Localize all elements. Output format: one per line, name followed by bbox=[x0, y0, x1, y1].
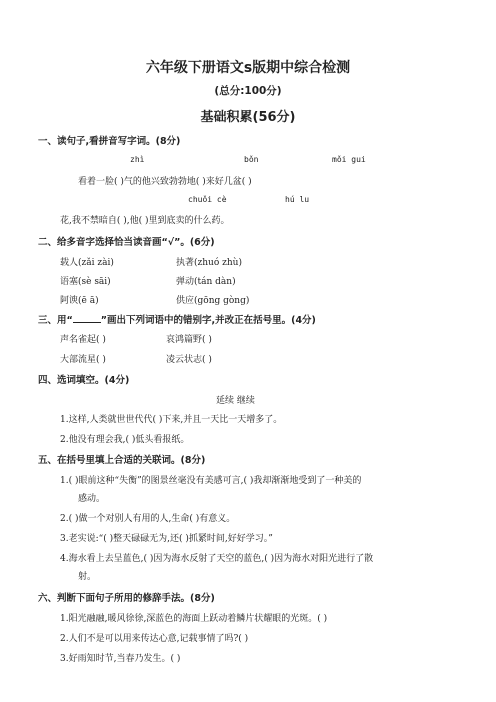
pinyin: hú lu bbox=[285, 195, 310, 204]
list-item: 2.人们不是可以用来传达心意,记载事情了吗?( ) bbox=[60, 634, 249, 644]
list-item: 2.他没有理会我,( )低头看报纸。 bbox=[60, 435, 190, 445]
sentence-line: 花,我不禁暗自( ),他( )里到底卖的什么药。 bbox=[60, 216, 230, 226]
pinyin: mǒi gui bbox=[332, 155, 366, 164]
list-item: 语塞(sè sāi) bbox=[60, 277, 111, 287]
list-item: 哀鸿篇野( ) bbox=[166, 335, 212, 345]
list-item: 3.好雨知时节,当春乃发生。( ) bbox=[60, 654, 181, 664]
list-item: 声名雀起( ) bbox=[60, 335, 106, 345]
section-5-heading: 五、在括号里填上合适的关联词。(8分) bbox=[38, 455, 206, 466]
page-title: 六年级下册语文s版期中综合检测 bbox=[145, 60, 351, 76]
list-item-continued: 射。 bbox=[78, 572, 97, 582]
part-title: 基础积累(56分) bbox=[200, 110, 296, 125]
heading-text: 三、用“ bbox=[38, 315, 73, 326]
section-3-heading bbox=[38, 312, 316, 326]
list-item: 1.这样,人类就世世代代( )下来,并且一天比一天增多了。 bbox=[60, 415, 283, 425]
section-6-heading: 六、判断下面句子所用的修辞手法。(8分) bbox=[38, 593, 215, 604]
list-item: 供应(gōng gòng) bbox=[176, 296, 250, 306]
list-item: 凌云状志( ) bbox=[166, 355, 212, 365]
list-item: 1.( )眼前这种“失衡”的图景丝毫没有美感可言,( )我却渐渐地受到了一种美的 bbox=[60, 476, 362, 486]
list-item: 3.老实说:“( )整天碌碌无为,还( )抓紧时间,好好学习。” bbox=[60, 534, 273, 544]
list-item-continued: 感动。 bbox=[78, 494, 106, 504]
list-item: 4.海水看上去呈蓝色,( )因为海水反射了天空的蓝色,( )因为海水对阳光进行了散 bbox=[60, 554, 374, 564]
list-item: 弹动(tán dàn) bbox=[176, 277, 236, 287]
list-item: 大部流星( ) bbox=[60, 355, 106, 365]
section-1-heading: 一、读句子,看拼音写字词。(8分) bbox=[38, 136, 181, 147]
list-item: 执著(zhuó zhù) bbox=[176, 258, 242, 268]
word-choices: 延续 继续 bbox=[216, 396, 255, 406]
sentence-line: 看着一脸( )气的他兴致勃勃地( )来好几盆( ) bbox=[78, 177, 252, 187]
total-score: (总分:100分) bbox=[214, 85, 282, 97]
list-item: 载人(zǎi zài) bbox=[60, 258, 114, 268]
pinyin: zhì bbox=[130, 155, 145, 164]
list-item: 1.阳光融融,暖风徐徐,深蓝色的海面上跃动着鳞片状耀眼的光斑。( ) bbox=[60, 614, 328, 624]
list-item: 阿谀(ē ā) bbox=[60, 296, 99, 306]
heading-text: ”画出下列词语中的错别字,并改正在括号里。(4分) bbox=[100, 315, 316, 326]
underline-mark bbox=[73, 314, 101, 323]
list-item: 2.( )做一个对别人有用的人,生命( )有意义。 bbox=[60, 514, 236, 524]
section-4-heading: 四、选词填空。(4分) bbox=[38, 375, 130, 386]
pinyin: chuǒi cè bbox=[188, 195, 227, 204]
pinyin: bǒn bbox=[244, 155, 259, 164]
section-2-heading: 二、给多音字选择恰当读音画“√”。(6分) bbox=[38, 237, 215, 248]
